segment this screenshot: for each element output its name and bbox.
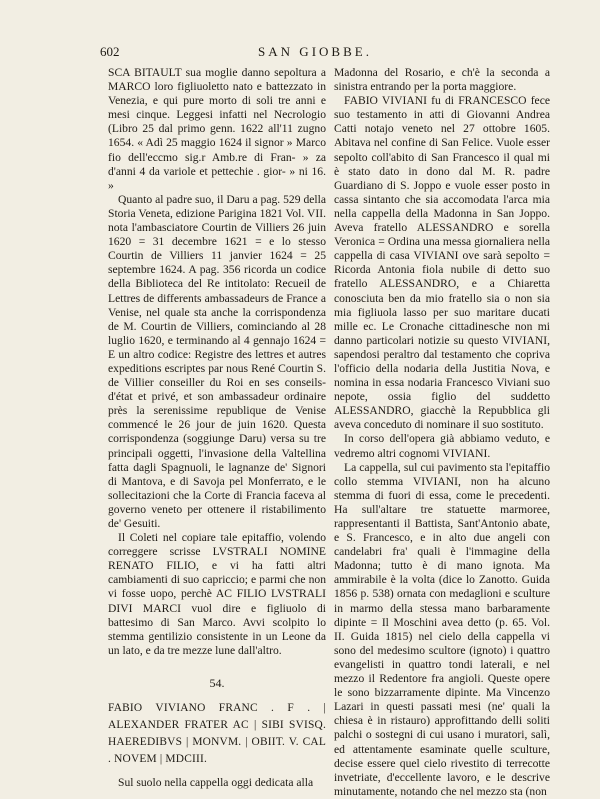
paragraph: Il Coleti nel copiare tale epitaffio, volendo correggere scrisse LVSTRALI NOMINE RENATO FILIO, e vi ha fatti altri cambiamenti di suo capriccio; e parmi che non vi fosse uopo, perchè AC FILIO LVSTRALI DIVI MARCI vuol dire e figliuolo di battesimo di San Marco. Avvi scolpito lo stemma gentilizio consistente in un Leone da un lato, e da tre mezze lune dall'altro. (108, 531, 326, 657)
section-number: 54. (209, 675, 225, 690)
running-head: SAN GIOBBE. (258, 44, 372, 59)
page-header (100, 44, 530, 62)
inscription: FABIO VIVIANO FRANC . F . | ALEXANDER FRATER AC | SIBI SVISQ. HAEREDIBVS | MONVM. | OBIIT. V. CAL . NOVEM | MDCIII. (108, 702, 326, 766)
paragraph: In corso dell'opera già abbiamo veduto, e vedremo altri cognomi VIVIANI. (334, 432, 550, 460)
paragraph: Madonna del Rosario, e ch'è la seconda a sinistra entrando per la porta maggiore. (334, 66, 550, 94)
paragraph: Sul suolo nella cappella oggi dedicata alla (118, 776, 314, 790)
right-column (334, 66, 550, 799)
page-number: 602 (100, 44, 120, 59)
paragraph: La cappella, sul cui pavimento sta l'epitaffio collo stemma VIVIANI, non ha alcuno stemma di fuori di essa, come le precedenti. Ha sull'altare tre statuette marmoree, rappresentanti il Battista, Sant'Antonio abate, e S. Francesco, e in alto due angeli con candelabri fra' quali è l'immagine della Madonna; tutto è di mano ignota. Ma ammirabile è la volta (dice lo Zanotto. Guida 1856 p. 538) ornata con medaglioni e sculture in marmo della stessa mano barbaramente dipinte = Il Moschini avea detto (p. 65. Vol. II. Guida 1815) nel cielo della cappella vi sono del medesimo scultore (ignoto) i quattro evangelisti in quattro tondi laterali, e nel mezzo il Redentore fra angioli. Queste opere le sono bizzarramente dipinte. Ma Vincenzo Lazari in questi passati mesi (ne' quali la chiesa è in ristauro) approfittando delli soliti palchi o sostegni di cui usano i muratori, salì, ed attentamente esaminate quelle sculture, decise essere quel cielo rivestito di terrecotte invetriate, d'eccellente lavoro, e le descrive minutamente, notando che nel mezzo sta (non (334, 460, 550, 798)
left-column (108, 66, 326, 790)
paragraph: Quanto al padre suo, il Daru a pag. 529 della Storia Veneta, edizione Parigina 1821 Vol. VII. nota l'ambasciatore Courtin de Villiers 26 juin 1620 = 31 decembre 1621 = e lo stesso Courtin de Villiers 11 janvier 1624 = 25 septembre 1624. A pag. 356 ricorda un codice della Biblioteca del Re intitolato: Recueil de Lettres de differents ambassadeurs de France a Venise, nel quale sta anche la corrispondenza de M. Courtin de Villiers, cominciando al 28 luglio 1620, e terminando al 4 gennajo 1624 = E un altro codice: Registre des lettres et autres expeditions escriptes par nous René Courtin S. de Villier conseiller du Roi en ses conseils-d'état et privé, et son ambassadeur ordinaire près la serenissime republique de Venise commencé le 26 jour de juin 1620. Questa corrispondenza (soggiunge Daru) versa su tre principali oggetti, l'invasione della Valtellina fatta dagli Spagnuoli, le lagnanze de' Signori di Mantova, e di Savoja pel Monferrato, e le sollecitazioni che la Corte di Francia faceva al governo veneto per ottenere il ristabilimento de' Gesuiti. (108, 192, 326, 530)
paragraph: FABIO VIVIANI fu di FRANCESCO fece suo testamento in atti di Giovanni Andrea Catti notajo veneto nel 27 ottobre 1605. Abitava nel confine di San Felice. Vuole esser sepolto coll'abito di San Francesco il qual mi è stato dato in dono dal M. R. padre Guardiano di S. Joppo e vuole esser posto in cassa sintanto che sia accomodata l'arca mia nella cappella della Madonna in San Joppo. Aveva fratello ALESSANDRO e sorella Veronica = Ordina una messa giornaliera nella cappella di casa VIVIANI ove sarà sepolto = Ricorda Antonia fiola nubile di detto suo fratello ALESSANDRO, e a Chiaretta conosciuta ben da mio fratello sia o non sia mia figliuola lasso per suo maritare ducati mille ec. Le Cronache cittadinesche non mi danno particolari notizie su questo VIVIANI, sapendosi peraltro dal testamento che copriva l'officio della nodaria della Justitia Nova, e nomina in essa nodaria Francesco Viviani suo nepote, ossia figlio del suddetto ALESSANDRO, giacchè la Repubblica gli aveva conceduto di nominare il suo sostituto. (334, 94, 550, 432)
paragraph: SCA BITAULT sua moglie danno sepoltura a MARCO loro figliuoletto nato e battezzato in Venezia, e qui pure morto di soli tre anni e mesi cinque. Leggesi infatti nel Necrologio (Libro 25 dal primo genn. 1622 all'11 zugno 1654. « Adì 25 maggio 1624 il signor » Marco fio dell'eccmo sig.r Amb.re di Fran- » za d'anni 4 da variole et pettechie . gior- » ni 16. » (108, 66, 326, 192)
